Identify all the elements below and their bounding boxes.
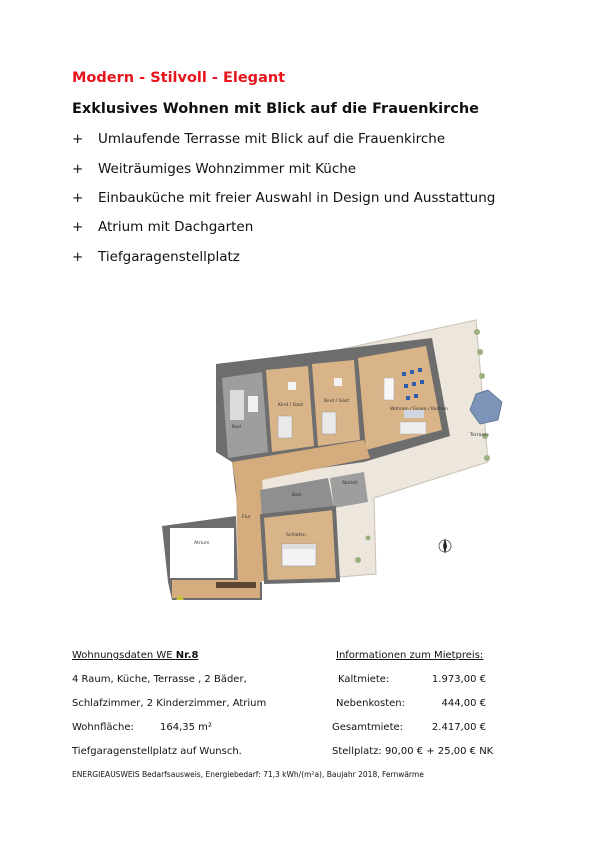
- feature-item: [72, 249, 240, 265]
- kaltmiete-value: 1.973,00 €: [431, 674, 486, 685]
- label-kid-room-1: Kind / Gast: [278, 403, 304, 408]
- energy-certificate: ENERGIEAUSWEIS Bedarfsausweis, Energiebedarf: 71,3 kWh/(m²a), Baujahr 2018, Fernwärme: [72, 770, 424, 779]
- kid-room-1-floor: [266, 366, 314, 452]
- feature-item: [72, 190, 495, 206]
- label-storage: Abstell: [342, 481, 358, 486]
- label-atrium: Atrium: [194, 541, 210, 546]
- bathroom-2-floor: [330, 472, 368, 508]
- label-bedroom: Schlafen: [286, 533, 306, 538]
- compass-icon: [439, 538, 451, 554]
- plus-icon: +: [72, 219, 84, 235]
- label-bathroom-2: Bad: [292, 493, 301, 498]
- label-living: Wohnen / Essen / Kochen: [390, 407, 448, 412]
- headline-title: Exklusives Wohnen mit Blick auf die Frauenkirche: [72, 101, 479, 117]
- label-corridor: Flur: [242, 515, 251, 520]
- feature-text: Umlaufende Terrasse mit Blick auf die Frauenkirche: [98, 131, 446, 147]
- feature-text: Tiefgaragenstellplatz: [98, 249, 240, 265]
- apartment-rooms: 4 Raum, Küche, Terrasse , 2 Bäder,: [72, 674, 247, 685]
- floor-plan: [158, 312, 514, 608]
- label-bad: Bad: [232, 425, 241, 430]
- apartment-heading-label: Wohnungsdaten WE: [72, 650, 176, 661]
- headline-tagline: Modern - Stilvoll - Elegant: [72, 70, 286, 86]
- plus-icon: +: [72, 161, 84, 177]
- feature-item: [72, 131, 445, 147]
- parking-note: Tiefgaragenstellplatz auf Wunsch.: [72, 746, 242, 757]
- atrium-area: [170, 528, 234, 578]
- plus-icon: +: [72, 131, 84, 147]
- price-heading: Informationen zum Mietpreis:: [336, 650, 484, 661]
- feature-item: [72, 161, 356, 177]
- area-value: 164,35 m²: [160, 722, 212, 733]
- stellplatz-price: Stellplatz: 90,00 € + 25,00 € NK: [332, 746, 494, 757]
- feature-text: Einbauküche mit freier Auswahl in Design und Ausstattung: [98, 190, 496, 206]
- nebenkosten-label: Nebenkosten:: [336, 698, 406, 709]
- apartment-number: Nr.8: [175, 650, 199, 661]
- feature-text: Atrium mit Dachgarten: [98, 219, 254, 235]
- gesamtmiete-label: Gesamtmiete:: [332, 722, 404, 733]
- area-label: Wohnfläche:: [72, 722, 134, 733]
- feature-text: Weiträumiges Wohnzimmer mit Küche: [98, 161, 357, 177]
- plus-icon: +: [72, 249, 84, 265]
- plus-icon: +: [72, 190, 84, 206]
- gesamtmiete-value: 2.417,00 €: [431, 722, 486, 733]
- label-kid-room-2: Kind / Gast: [324, 399, 350, 404]
- apartment-heading: [72, 650, 198, 661]
- kaltmiete-label: Kaltmiete:: [338, 674, 390, 685]
- feature-item: [72, 219, 253, 235]
- label-terrace: Terrasse: [470, 433, 489, 438]
- apartment-bedrooms: Schlafzimmer, 2 Kinderzimmer, Atrium: [72, 698, 267, 709]
- bathroom-floor: [222, 372, 268, 458]
- nebenkosten-value: 444,00 €: [441, 698, 486, 709]
